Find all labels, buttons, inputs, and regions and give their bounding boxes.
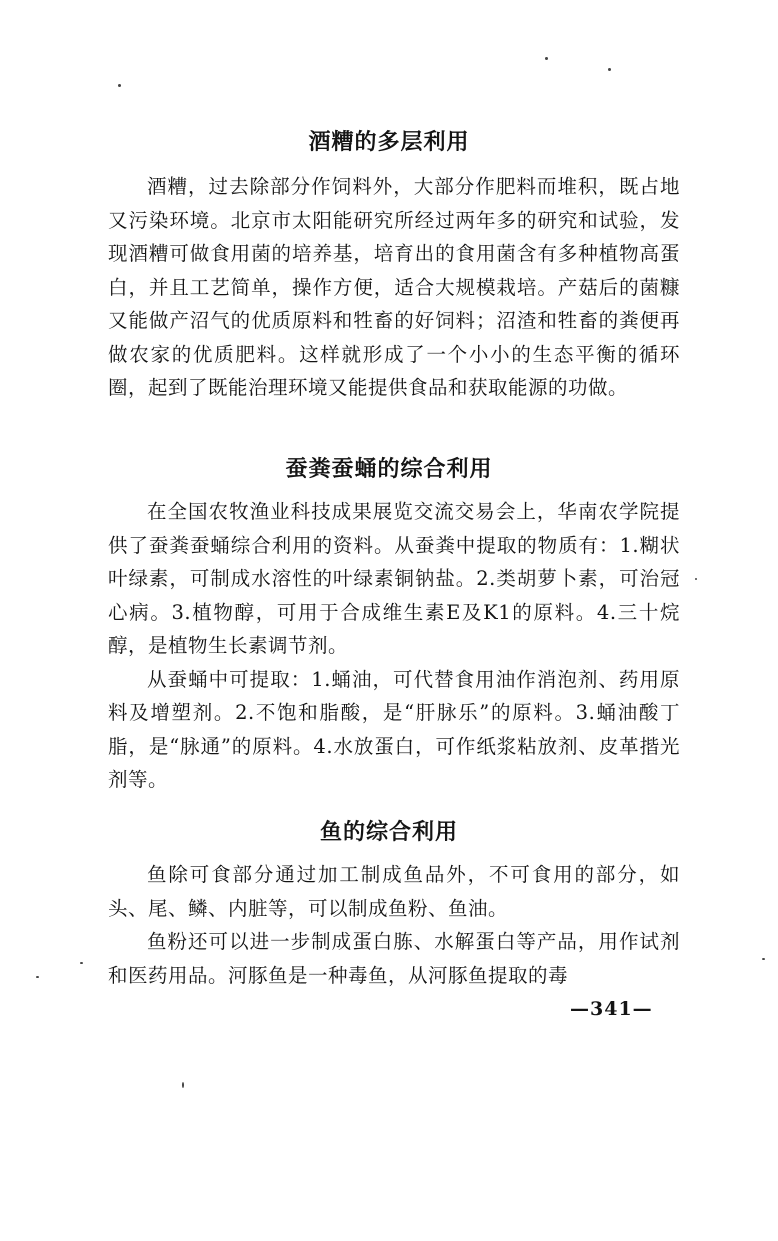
scan-speck bbox=[80, 962, 83, 964]
scan-speck bbox=[608, 68, 611, 71]
section-title-fish: 鱼的综合利用 bbox=[319, 819, 458, 845]
page-footer bbox=[0, 998, 778, 1028]
paragraph: 酒糟，过去除部分作饲料外，大部分作肥料而堆积，既占地又污染环境。北京市太阳能研究所经过两年多的研究和试验，发现酒糟可做食用菌的培养基，培育出的食用菌含有多种植物高蛋白，并且工艺简单，操作方便，适合大规模栽培。产菇后的菌糠又能做产沼气的优质原料和牲畜的好饲料；沼渣和牲畜的粪便再做农家的优质肥料。这样就形成了一个小小的生态平衡的循环圈，起到了既能治理环境又能提供食品和获取能源的功做。 bbox=[108, 175, 680, 399]
section-title-distillers-grains: 酒糟的多层利用 bbox=[308, 129, 470, 155]
section-body-fish bbox=[108, 858, 680, 992]
section-title-silkworm: 蚕粪蚕蛹的综合利用 bbox=[285, 456, 493, 482]
section-body-distillers-grains bbox=[108, 170, 680, 405]
paragraph: 在全国农牧渔业科技成果展览交流交易会上，华南农学院提供了蚕粪蚕蛹综合利用的资料。从蚕粪中提取的物质有：1.糊状叶绿素，可制成水溶性的叶绿素铜钠盐。2.类胡萝卜素，可治冠心病。3.植物醇，可用于合成维生素E及K1的原料。4.三十烷醇，是植物生长素调节剂。 bbox=[108, 500, 680, 657]
scan-speck bbox=[695, 578, 697, 580]
paragraph: 鱼粉还可以进一步制成蛋白胨、水解蛋白等产品，用作试剂和医药用品。河豚鱼是一种毒鱼，从河豚鱼提取的毒 bbox=[108, 930, 680, 987]
paragraph: 鱼除可食部分通过加工制成鱼品外，不可食用的部分，如头、尾、鳞、内脏等，可以制成鱼粉、鱼油。 bbox=[108, 863, 680, 920]
section-body-silkworm bbox=[108, 495, 680, 797]
page-number: —341— bbox=[570, 998, 653, 1020]
scan-speck bbox=[182, 1082, 184, 1088]
paragraph: 从蚕蛹中可提取：1.蛹油，可代替食用油作消泡剂、药用原料及增塑剂。2.不饱和脂酸，是“肝脉乐”的原料。3.蛹油酸丁脂，是“脉通”的原料。4.水放蛋白，可作纸浆粘放剂、皮革揩光剂等。 bbox=[108, 667, 680, 791]
scan-speck bbox=[545, 57, 548, 60]
scan-speck bbox=[762, 958, 765, 960]
scan-speck bbox=[118, 84, 121, 87]
scan-speck bbox=[36, 976, 39, 978]
